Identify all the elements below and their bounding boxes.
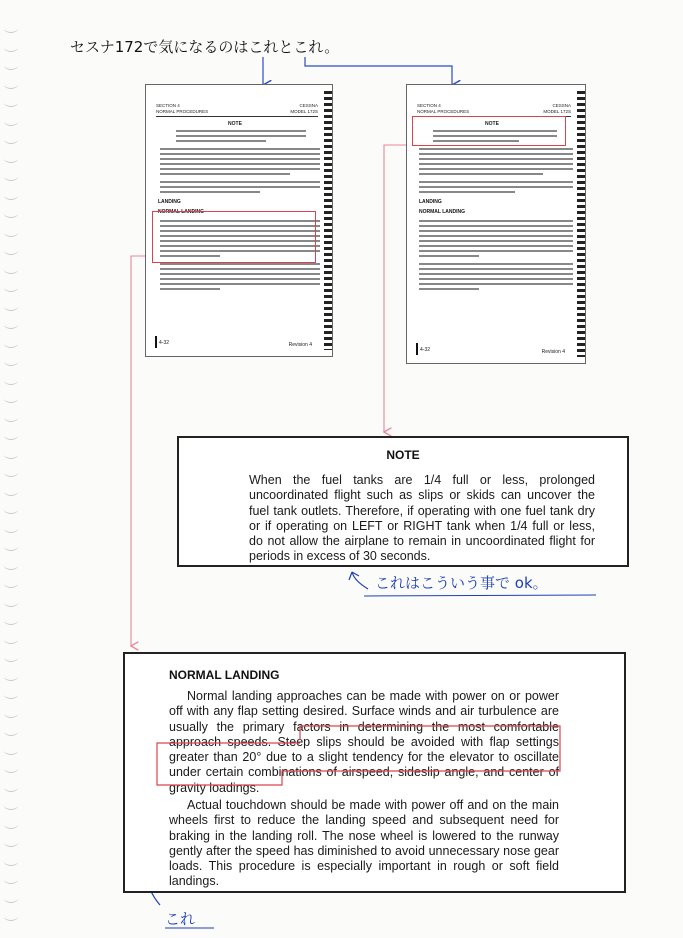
paragraph-1-part-2: Steep slips should be avoided with flap settings greater than 20° due to a slight tendency for the elevator to oscillate under certain combinations of airspeed, sideslip angle, and center of gravity loadings.: [169, 734, 559, 795]
note-body: When the fuel tanks are 1/4 full or less, prolonged uncoordinated flight such as slips or skids can uncover the fuel tank outlets. Therefore, if operating with one fuel tank dry or if operating on LEFT or RIGHT tank when 1/4 full or less, do not allow the airplane to remain in uncoordinated flight for periods in excess of 30 seconds.: [249, 473, 595, 564]
thumb-note-heading: NOTE: [485, 121, 499, 127]
thumb-footer-page: 4-32: [416, 343, 430, 355]
note-heading: NOTE: [386, 448, 420, 462]
handwritten-comment-note: これはこういう事で ok。: [375, 574, 548, 592]
handwritten-comment-landing: これ: [165, 910, 196, 928]
thumb-footer-page: 4-32: [155, 336, 169, 348]
thumb-footer-revision: Revision 4: [541, 349, 565, 355]
page-title: セスナ172で気になるのはこれとこれ。: [70, 38, 340, 56]
thumb-subsection-heading: NORMAL LANDING: [419, 209, 466, 215]
thumb-header-right: CESSNA MODEL 172S: [290, 103, 318, 114]
thumb-note-heading: NOTE: [228, 121, 242, 127]
thumb-header-left: SECTION 4 NORMAL PROCEDURES: [156, 103, 209, 114]
thumb-header-right: CESSNA MODEL 172S: [543, 103, 571, 114]
thumb-section-heading: LANDING: [158, 199, 181, 205]
thumb-footer-revision: Revision 4: [288, 342, 312, 348]
thumb-subsection-heading: NORMAL LANDING: [158, 209, 205, 215]
thumb-header-left: SECTION 4 NORMAL PROCEDURES: [417, 103, 470, 114]
normal-landing-paragraph-2: Actual touchdown should be made with power off and on the main wheels first to reduce the landing speed and subsequent need for braking in the landing roll. The nose wheel is lowered to the runway gently after the speed has diminished to avoid unnecessary nose gear loads. This procedure is especially important in rough or soft field landings.: [169, 798, 559, 889]
normal-landing-heading: NORMAL LANDING: [169, 668, 280, 682]
paragraph-1-part-1: Normal landing approaches can be made with power on or power off with any flap setting desired. Surface winds and air turbulence are usually the primary factors in determining the most comfortable approach speeds.: [169, 689, 559, 749]
thumb-section-heading: LANDING: [419, 199, 442, 205]
